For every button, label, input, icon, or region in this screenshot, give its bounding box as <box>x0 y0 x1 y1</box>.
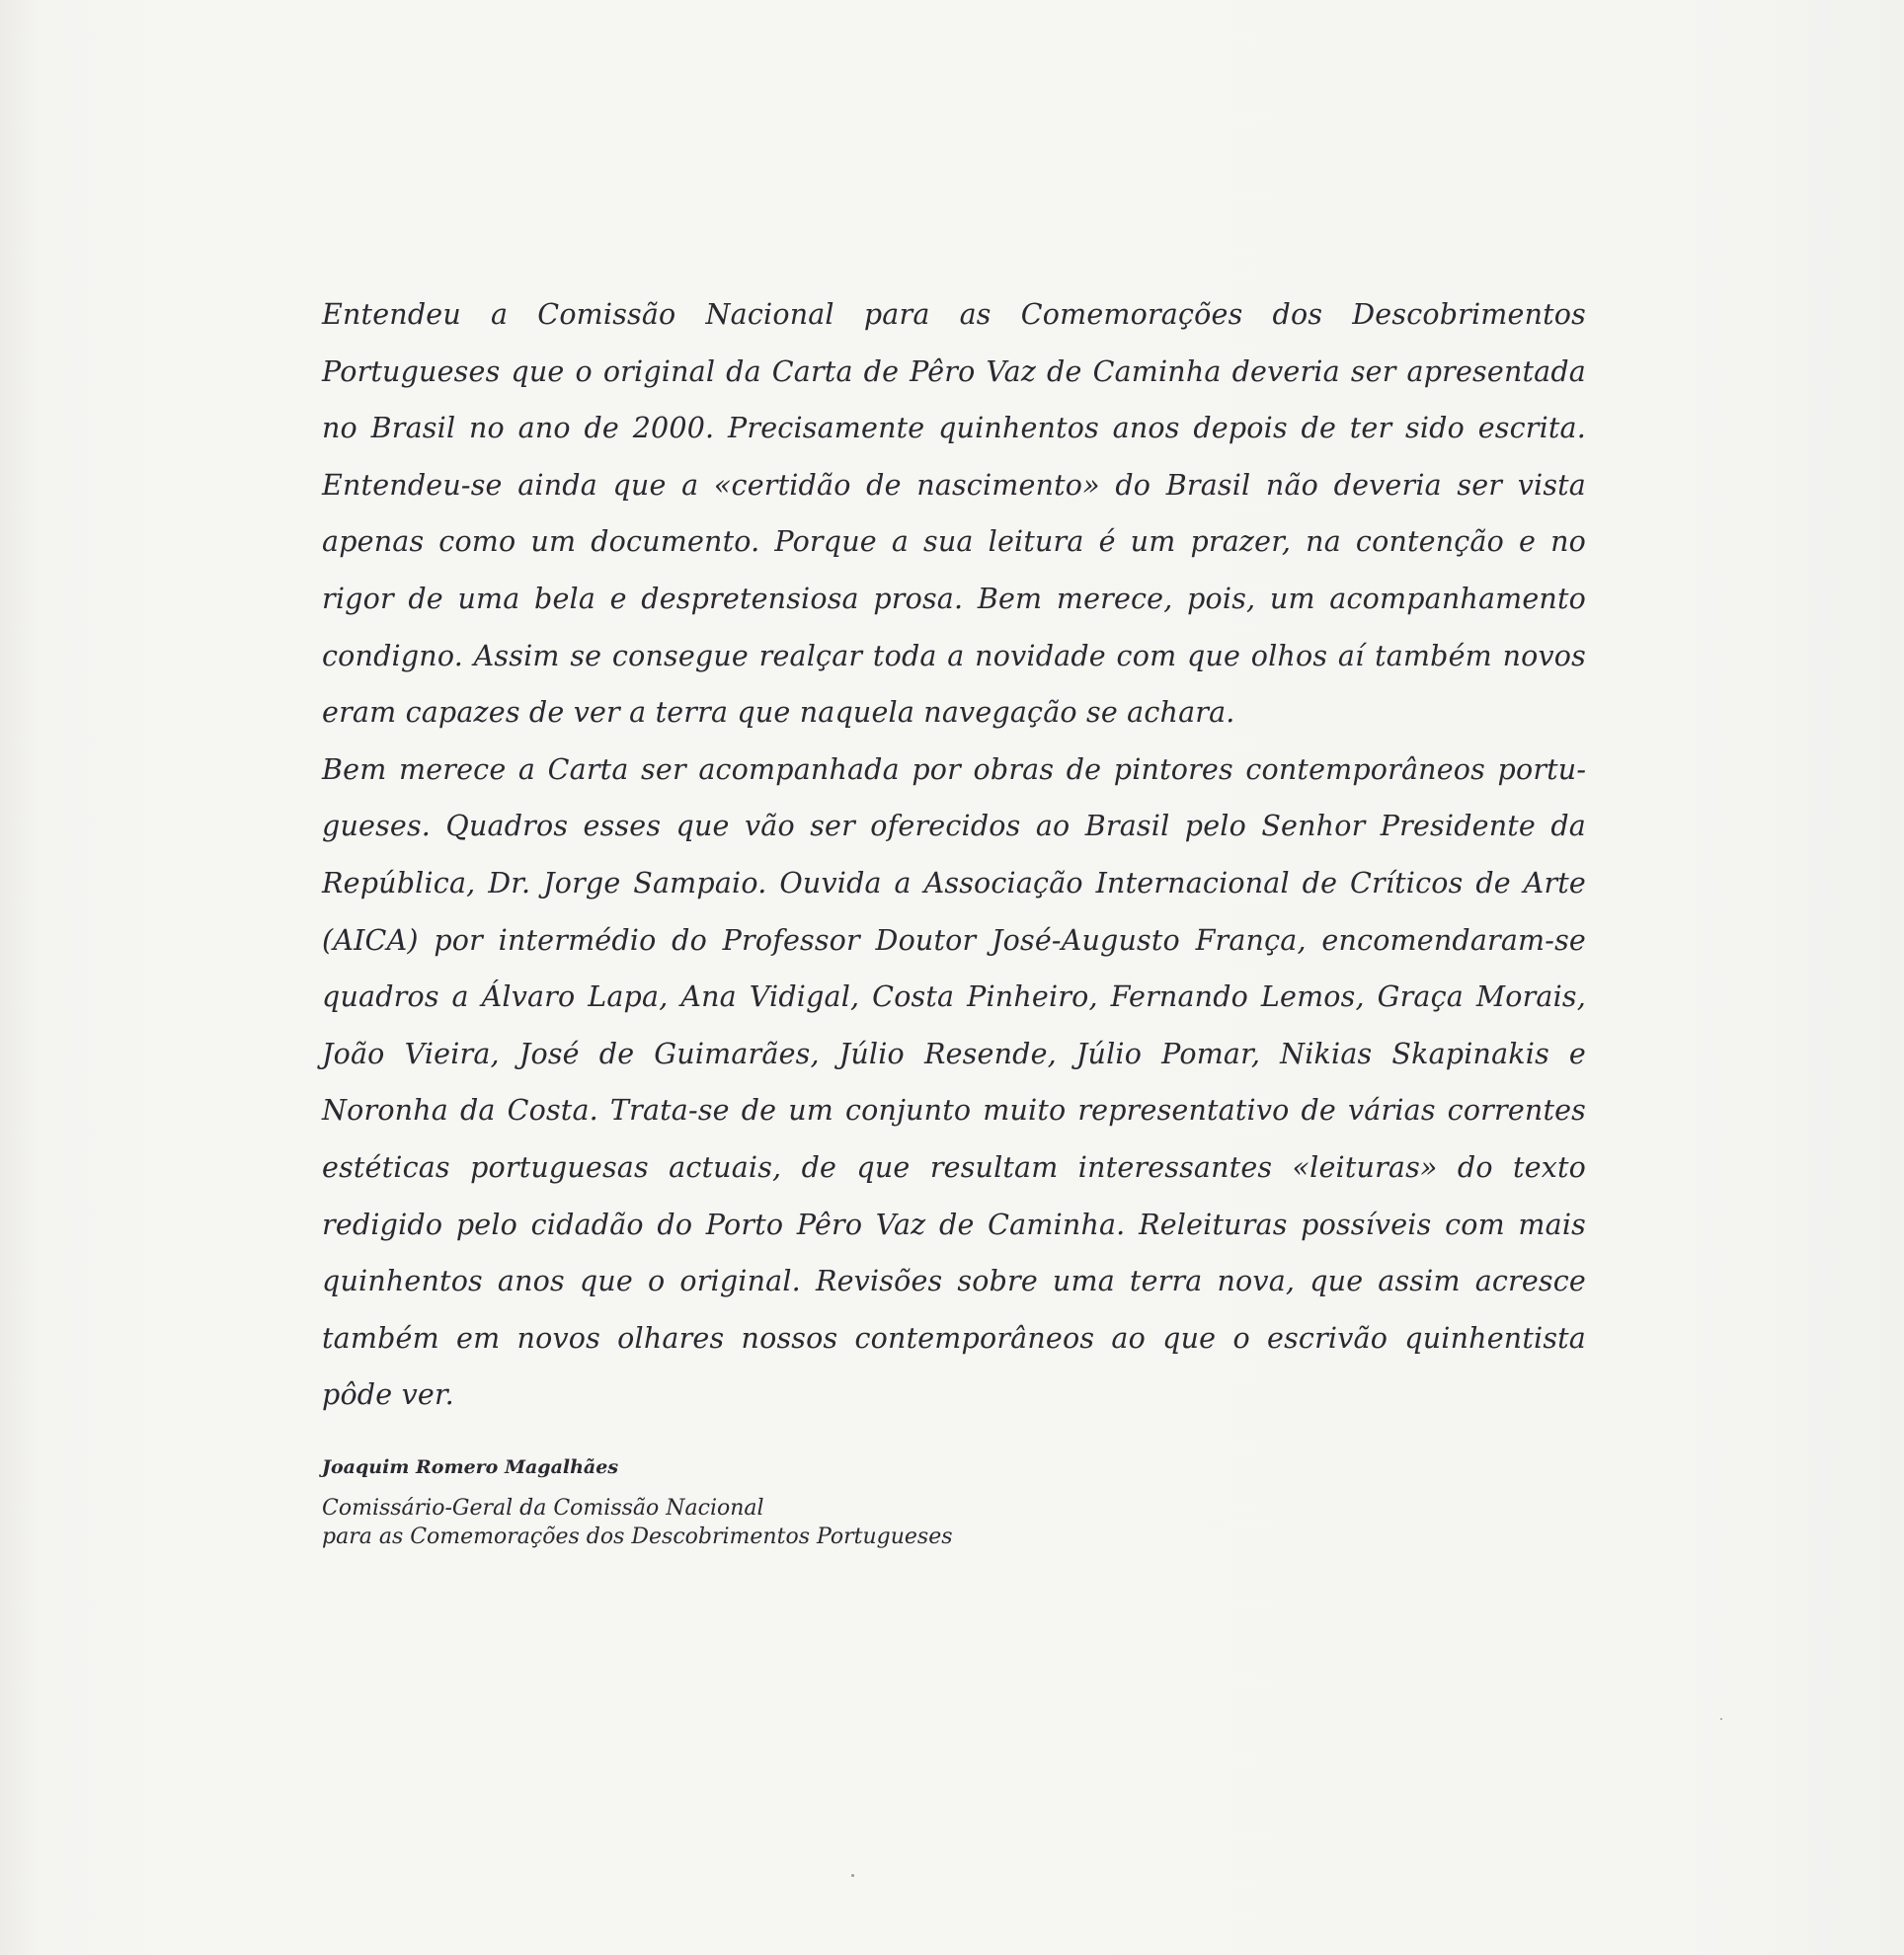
signature-block <box>322 1452 1211 1551</box>
paragraph-1: Entendeu a Comissão Nacional para as Comemorações dos Descobrimentos Portugueses que o original da Carta de Pêro Vaz de Caminha deveria ser apresentada no Brasil no ano de 2000. Precisamente quinhentos anos depois de ter sido escrita. Entendeu-se ainda que a «certidão de nascimento» do Brasil não deveria ser vista apenas como um documento. Porque a sua leitura é um prazer, na contenção e no rigor de uma bela e despretensiosa prosa. Bem merece, pois, um acompanhamento condigno. Assim se consegue realçar toda a novidade com que olhos aí também novos eram capazes de ver a terra que naquela navegação se achara. <box>322 298 1586 730</box>
signature-title-line-1: Comissário-Geral da Comissão Nacional <box>322 1496 764 1521</box>
paper-speck <box>1720 1718 1722 1720</box>
signature-title-line-2: para as Comemorações dos Descobrimentos Portugueses <box>322 1525 953 1549</box>
paragraph-2: Bem merece a Carta ser acompanhada por obras de pintores contemporâneos portugueses. Quadros esses que vão ser oferecidos ao Brasil pelo Senhor Presidente da República, Dr. Jorge Sampaio. Ouvida a Associação Internacional de Críticos de Arte (AICA) por intermédio do Professor Doutor José-Augusto França, encomendaram-se quadros a Álvaro Lapa, Ana Vidigal, Costa Pinheiro, Fernando Lemos, Graça Morais, João Vieira, José de Guimarães, Júlio Resende, Júlio Pomar, Nikias Skapinakis e Noronha da Costa. Trata-se de um conjunto muito representativo de várias correntes estéticas portuguesas actuais, de que resultam interessantes «leituras» do texto redigido pelo cidadão do Porto Pêro Vaz de Caminha. Releituras possíveis com mais quinhentos anos que o original. Revisões sobre uma terra nova, que assim acresce também em novos olhares nossos contemporâneos ao que o escrivão quinhentista pôde ver. <box>322 752 1586 1412</box>
paper-speck <box>851 1874 854 1877</box>
signature-name: Joaquim Romero Magalhães <box>322 1456 619 1478</box>
body-text <box>322 286 1586 1424</box>
